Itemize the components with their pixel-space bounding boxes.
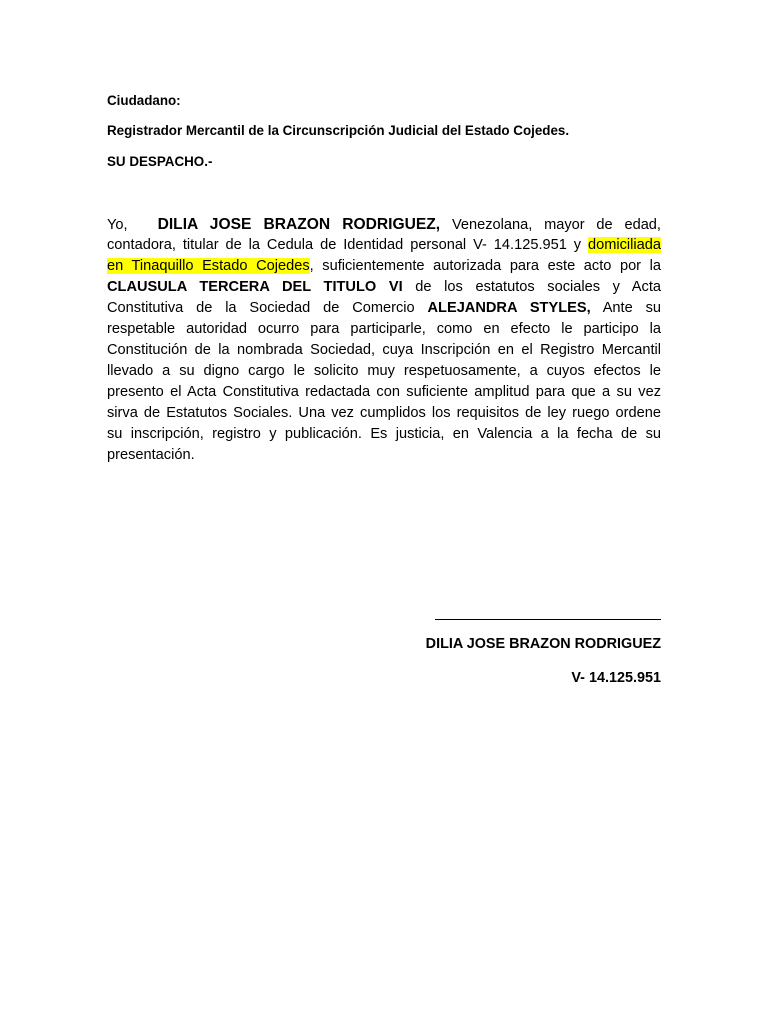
body-line-10: sirva de Estatutos Sociales. Una vez cumplidos los requisitos de ley ruego ordene bbox=[107, 405, 661, 421]
recipient-line: Registrador Mercantil de la Circunscripción Judicial del Estado Cojedes. bbox=[107, 123, 570, 138]
body-line-5 bbox=[107, 298, 661, 319]
signature-line bbox=[435, 619, 661, 620]
office-line: SU DESPACHO.- bbox=[107, 154, 213, 169]
body-prefix: Yo, bbox=[107, 217, 128, 233]
body-line-1-suffix: Venezolana, mayor de edad, bbox=[451, 217, 661, 233]
body-line-3-suffix: , suficientemente autorizada para este acto por la bbox=[309, 258, 661, 274]
signature-name: DILIA JOSE BRAZON RODRIGUEZ bbox=[425, 636, 661, 652]
highlighted-text: en Tinaquillo Estado Cojedes bbox=[107, 258, 310, 274]
body-line-4 bbox=[107, 277, 661, 298]
signature-id-number: V- 14.125.951 bbox=[571, 670, 661, 686]
body-line-12: presentación. bbox=[107, 447, 195, 463]
body-line-8: llevado a su digno cargo le solicito muy respetuosamente, a cuyos efectos le bbox=[107, 363, 661, 379]
body-line-9: presento el Acta Constitutiva redactada con suficiente amplitud para que a su vez bbox=[107, 384, 661, 400]
applicant-name: DILIA JOSE BRAZON RODRIGUEZ, bbox=[157, 216, 441, 233]
body-line-7: Constitución de la nombrada Sociedad, cuya Inscripción en el Registro Mercantil bbox=[107, 342, 661, 358]
clause-reference: CLAUSULA TERCERA DEL TITULO VI bbox=[107, 279, 403, 295]
body-line-3 bbox=[107, 256, 661, 277]
body-line-2 bbox=[107, 235, 661, 256]
body-line-2-text: contadora, titular de la Cedula de Identidad personal V- 14.125.951 y bbox=[107, 237, 588, 253]
body-line-6: respetable autoridad ocurro para participarle, como en efecto le participo la bbox=[107, 321, 661, 337]
body-line-5-suffix: Ante su bbox=[590, 300, 661, 316]
highlighted-text: domiciliada bbox=[587, 237, 661, 253]
body-line-11: su inscripción, registro y publicación. Es justicia, en Valencia a la fecha de su bbox=[107, 426, 661, 442]
body-line-5-prefix: Constitutiva de la Sociedad de Comercio bbox=[107, 300, 428, 316]
letter-body bbox=[107, 214, 661, 466]
salutation: Ciudadano: bbox=[107, 93, 181, 108]
body-line-4-suffix: de los estatutos sociales y Acta bbox=[402, 279, 661, 295]
company-name: ALEJANDRA STYLES, bbox=[427, 300, 591, 316]
body-line-1 bbox=[107, 214, 661, 235]
